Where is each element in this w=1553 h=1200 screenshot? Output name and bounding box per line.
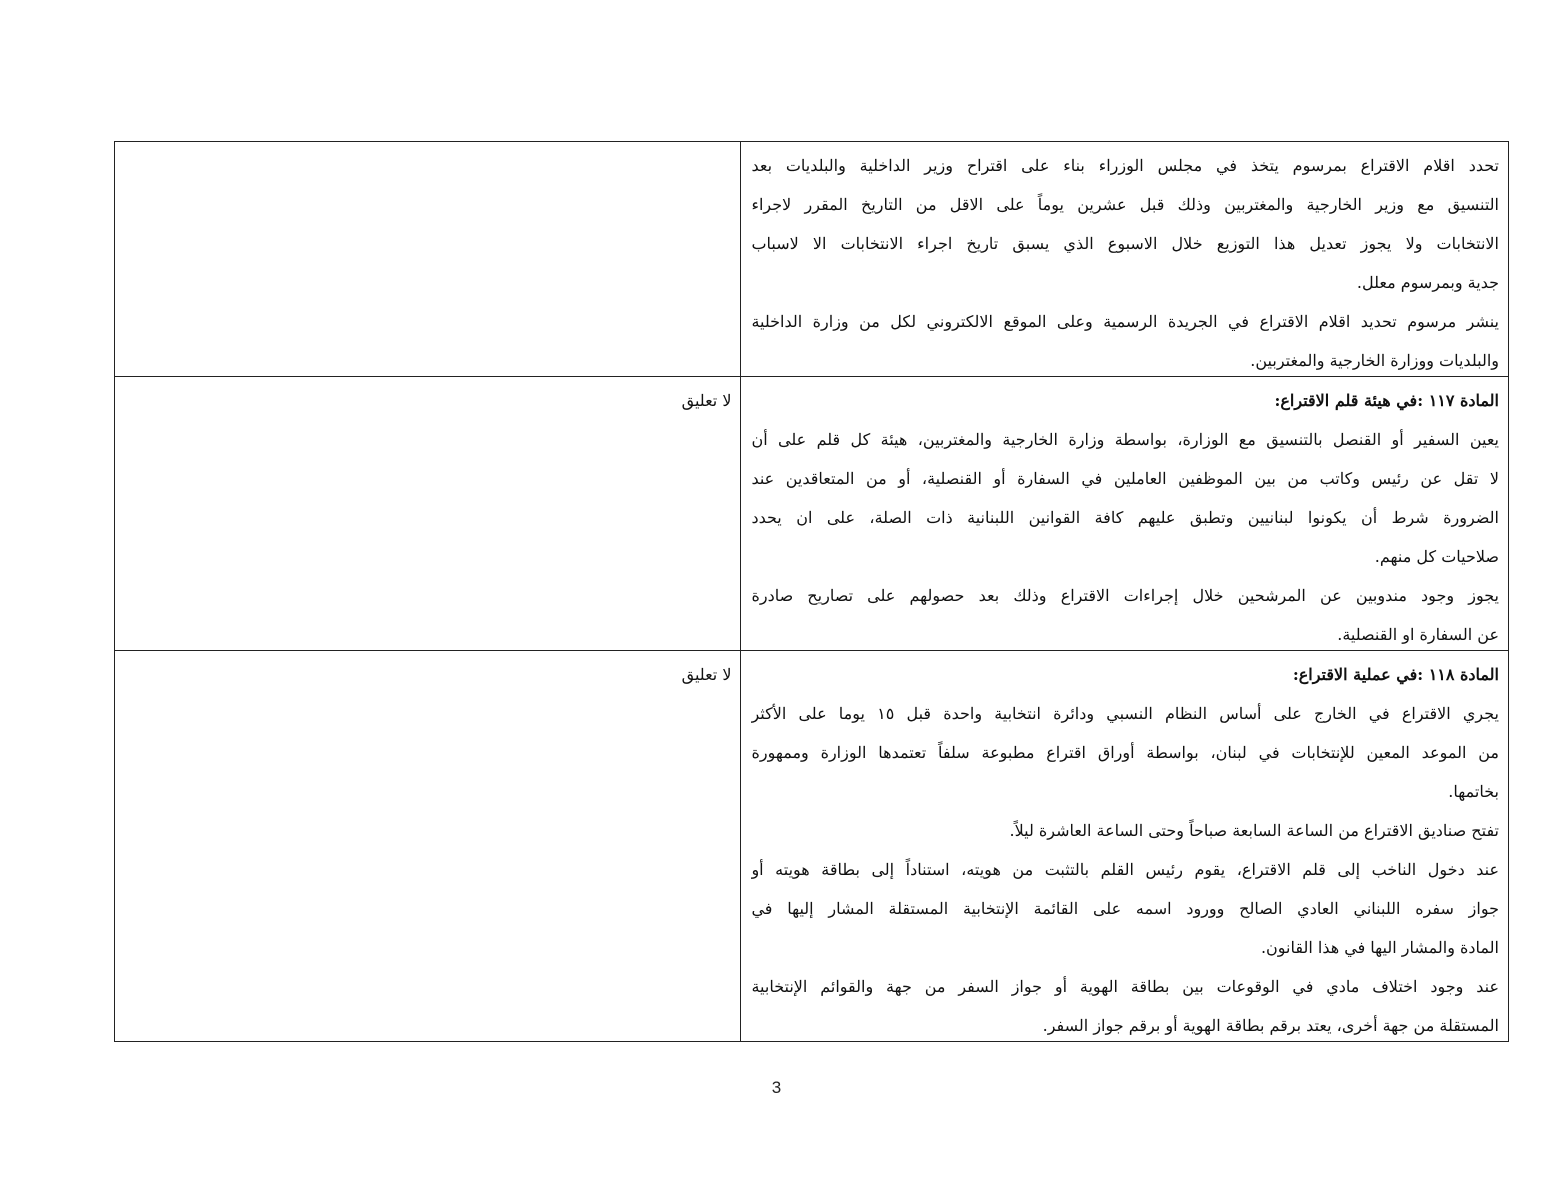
article-line: بخاتمها. (1448, 782, 1499, 801)
comment-cell (115, 377, 741, 651)
article-text-cell (741, 377, 1509, 651)
article-line: عن السفارة او القنصلية. (1337, 625, 1499, 644)
article-line: المادة والمشار اليها في هذا القانون. (1260, 938, 1499, 957)
article-line: التنسيق مع وزير الخارجية والمغتربين وذلك قبل عشرين يوماً على الاقل من التاريخ المقرر لاجراء (751, 195, 1499, 214)
article-text-cell (741, 142, 1509, 377)
table-row (115, 377, 1509, 651)
comment-text: لا تعليق (681, 665, 732, 684)
article-text-cell (741, 651, 1509, 1042)
article-line: تفتح صناديق الاقتراع من الساعة السابعة صباحاً وحتى الساعة العاشرة ليلاً. (1009, 821, 1499, 840)
article-line: من الموعد المعين للإنتخابات في لبنان، بواسطة أوراق اقتراع مطبوعة سلفاً تعتمدها الوزارة وممهورة (751, 743, 1499, 762)
article-line: الضرورة شرط أن يكونوا لبنانيين وتطبق عليهم كافة القوانين اللبنانية ذات الصلة، على ان يحدد (751, 508, 1499, 527)
article-line: الانتخابات ولا يجوز تعديل هذا التوزيع خلال الاسبوع الذي يسبق تاريخ اجراء الانتخابات الا لاسباب (751, 234, 1499, 253)
comment-cell (115, 142, 741, 377)
article-line: عند وجود اختلاف مادي في الوقوعات بين بطاقة الهوية أو جواز السفر من جهة والقوائم الإنتخابية (751, 977, 1499, 996)
article-line: تحدد اقلام الاقتراع بمرسوم يتخذ في مجلس الوزراء بناء على اقتراح وزير الداخلية والبلديات بعد (751, 156, 1499, 175)
article-line: والبلديات ووزارة الخارجية والمغتربين. (1250, 351, 1499, 370)
table-row (115, 651, 1509, 1042)
article-heading: المادة ١١٧ :في هيئة قلم الاقتراع: (1274, 391, 1499, 410)
article-line: صلاحيات كل منهم. (1374, 547, 1499, 566)
page-number: 3 (771, 1078, 782, 1097)
article-line: ينشر مرسوم تحديد اقلام الاقتراع في الجريدة الرسمية وعلى الموقع الالكتروني لكل من وزارة الداخلية (751, 312, 1499, 331)
article-heading: المادة ١١٨ :في عملية الاقتراع: (1292, 665, 1499, 684)
article-line: المستقلة من جهة أخرى، يعتد برقم بطاقة الهوية أو برقم جواز السفر. (1042, 1016, 1499, 1035)
article-line: لا تقل عن رئيس وكاتب من بين الموظفين العاملين في السفارة أو القنصلية، أو من المتعاقدين عند (751, 469, 1499, 488)
comment-cell (115, 651, 741, 1042)
table-row (115, 142, 1509, 377)
article-line: عند دخول الناخب إلى قلم الاقتراع، يقوم رئيس القلم بالتثبت من هويته، استناداً إلى بطاقة هويته أو (751, 860, 1499, 879)
article-line: يجري الاقتراع في الخارج على أساس النظام النسبي ودائرة انتخابية واحدة قبل ١٥ يوما على الأكثر (751, 704, 1499, 723)
article-line: يعين السفير أو القنصل بالتنسيق مع الوزارة، بواسطة وزارة الخارجية والمغتربين، هيئة كل قلم على أن (751, 430, 1499, 449)
comment-text: لا تعليق (681, 391, 732, 410)
articles-table (114, 141, 1509, 1042)
article-line: يجوز وجود مندوبين عن المرشحين خلال إجراءات الاقتراع وذلك بعد حصولهم على تصاريح صادرة (751, 586, 1499, 605)
article-line: جدية وبمرسوم معلل. (1356, 273, 1499, 292)
article-line: جواز سفره اللبناني العادي الصالح وورود اسمه على القائمة الإنتخابية المستقلة المشار إليها في (751, 899, 1499, 918)
